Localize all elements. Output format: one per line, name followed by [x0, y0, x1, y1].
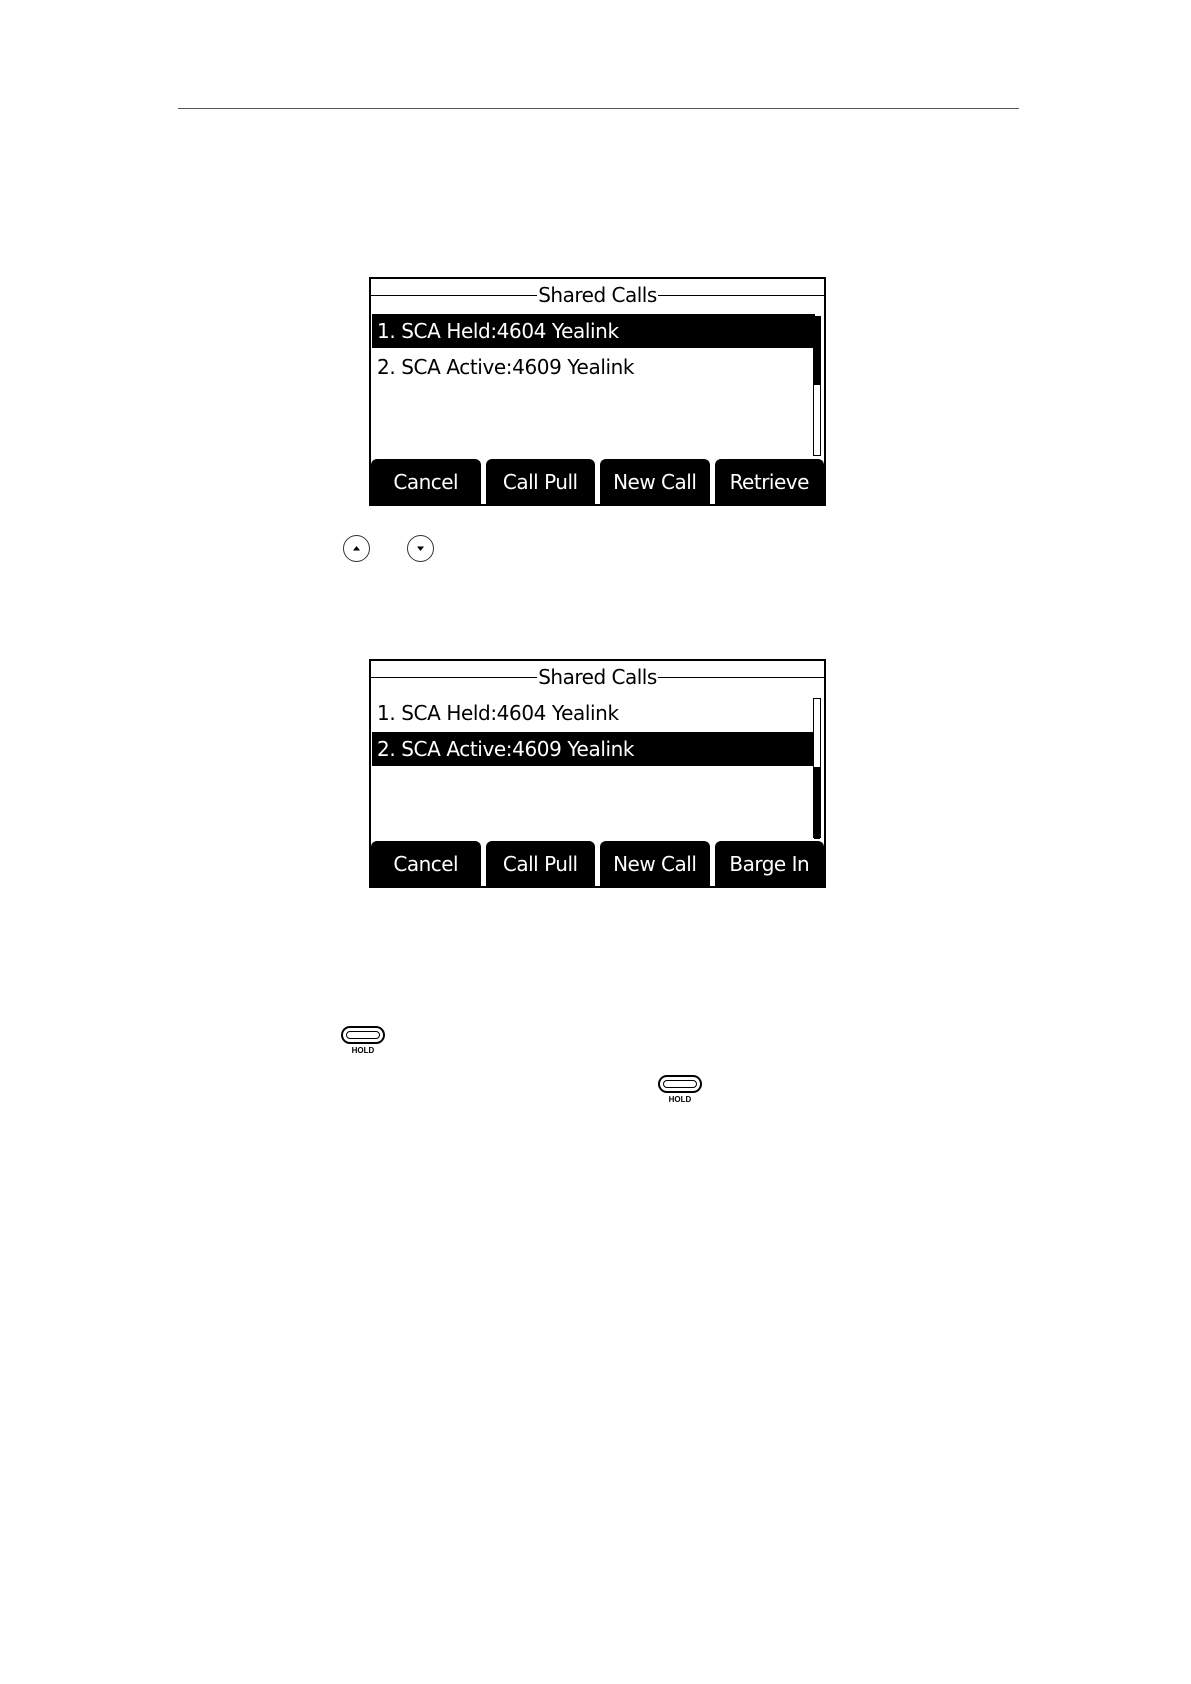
- up-triangle: [351, 543, 362, 554]
- barge-in-softkey[interactable]: Barge In: [715, 841, 825, 886]
- title-rule: [371, 677, 824, 678]
- list-item[interactable]: 2. SCA Active:4609 Yealink: [372, 350, 815, 384]
- phone-screen-barge-in: [369, 659, 826, 888]
- header-rule: [178, 108, 1019, 109]
- softkey-bar: [371, 841, 824, 886]
- call-pull-softkey[interactable]: Call Pull: [486, 459, 596, 504]
- shared-call-list: [372, 696, 815, 768]
- list-item[interactable]: 2. SCA Active:4609 Yealink: [372, 732, 815, 766]
- new-call-softkey[interactable]: New Call: [600, 841, 710, 886]
- screen-title: Shared Calls: [538, 665, 657, 689]
- shared-call-list: [372, 314, 815, 386]
- scroll-thumb[interactable]: [814, 317, 820, 385]
- up-arrow-key-icon[interactable]: [343, 535, 370, 562]
- title-rule: [371, 295, 824, 296]
- down-arrow-key-icon[interactable]: [407, 535, 434, 562]
- hold-key-icon[interactable]: [341, 1026, 387, 1060]
- hold-key-label: HOLD: [668, 1095, 692, 1104]
- hold-button-shape: [341, 1026, 385, 1044]
- scrollbar[interactable]: [813, 698, 821, 838]
- softkey-bar: [371, 459, 824, 504]
- list-item[interactable]: 1. SCA Held:4604 Yealink: [372, 696, 815, 730]
- cancel-softkey[interactable]: Cancel: [371, 459, 481, 504]
- cancel-softkey[interactable]: Cancel: [371, 841, 481, 886]
- call-pull-softkey[interactable]: Call Pull: [486, 841, 596, 886]
- hold-key-label: HOLD: [351, 1046, 375, 1055]
- new-call-softkey[interactable]: New Call: [600, 459, 710, 504]
- list-item[interactable]: 1. SCA Held:4604 Yealink: [372, 314, 815, 348]
- scroll-thumb[interactable]: [814, 767, 820, 839]
- retrieve-softkey[interactable]: Retrieve: [715, 459, 825, 504]
- down-triangle: [415, 543, 426, 554]
- scrollbar[interactable]: [813, 316, 821, 456]
- hold-button-shape: [658, 1075, 702, 1093]
- screen-title: Shared Calls: [538, 283, 657, 307]
- hold-key-icon[interactable]: [658, 1075, 704, 1109]
- phone-screen-retrieve: [369, 277, 826, 506]
